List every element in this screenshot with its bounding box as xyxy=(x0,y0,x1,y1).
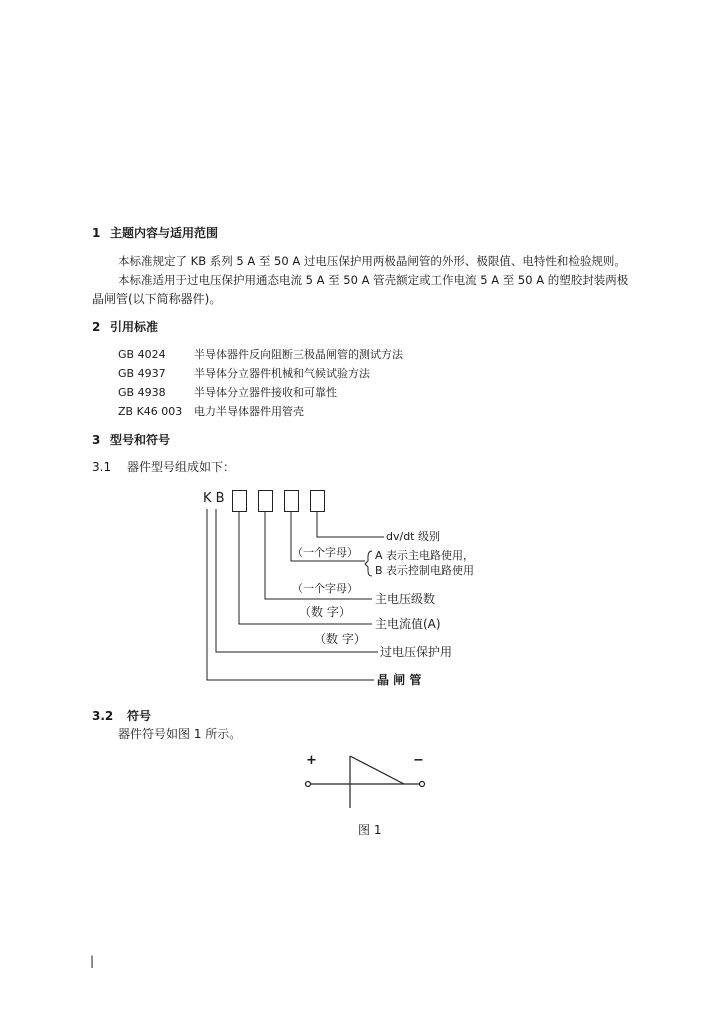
section-3-1-text: 器件型号组成如下： xyxy=(127,460,236,474)
note-one-letter: （一个字母） xyxy=(292,546,358,559)
label-main-voltage-level: 主电压级数 xyxy=(375,592,436,606)
section-1-paragraph-2-line-2: 晶闸管(以下简称器件)。 xyxy=(92,292,222,306)
section-1-paragraph-1: 本标准规定了 KB 系列 5 A 至 50 A 过电压保护用两极晶闸管的外形、极限值、电特性和检验规则。 xyxy=(118,254,626,268)
note-one-letter: （一个字母） xyxy=(292,582,358,595)
reference-code: GB 4938 xyxy=(118,386,166,399)
section-2-number: 2 xyxy=(92,320,101,334)
terminal-plus-node xyxy=(306,782,311,787)
section-2-title: 引用标准 xyxy=(110,320,159,334)
label-thyristor: 晶 闸 管 xyxy=(377,673,422,687)
figure-caption: 图 1 xyxy=(358,823,382,837)
reference-code: GB 4937 xyxy=(118,367,166,380)
label-a-main-circuit: A 表示主电路使用， xyxy=(375,549,475,562)
label-main-current-value: 主电流值(A) xyxy=(375,617,441,631)
model-prefix: K B xyxy=(203,491,225,506)
section-1-paragraph-2-line-1: 本标准适用于过电压保护用通态电流 5 A 至 50 A 管壳额定或工作电流 5 A 至 50 A 的塑胶封装两极 xyxy=(118,273,629,287)
label-dvdt-level: dv/dt 级别 xyxy=(386,530,440,543)
terminal-plus-label: + xyxy=(306,753,317,768)
section-3-2-text: 器件符号如图 1 所示。 xyxy=(118,727,242,741)
page-edge-mark: | xyxy=(90,954,95,968)
section-1-number: 1 xyxy=(92,226,101,240)
reference-title: 半导体分立器件接收和可靠性 xyxy=(194,386,337,399)
reference-code: ZB K46 003 xyxy=(118,405,183,418)
reference-title: 电力半导体器件用管壳 xyxy=(194,405,304,418)
section-3-number: 3 xyxy=(92,433,101,447)
note-number: （数 字） xyxy=(299,605,351,619)
reference-title: 半导体分立器件机械和气候试验方法 xyxy=(194,367,370,380)
terminal-minus-node xyxy=(420,782,425,787)
section-3-1-number: 3.1 xyxy=(92,460,112,474)
section-1-title: 主题内容与适用范围 xyxy=(110,226,219,240)
label-overvoltage-protection: 过电压保护用 xyxy=(380,645,453,659)
reference-code: GB 4024 xyxy=(118,348,166,361)
note-number: （数 字） xyxy=(314,632,366,646)
section-3-2-title: 符号 xyxy=(127,709,152,723)
label-b-control-circuit: B 表示控制电路使用 xyxy=(375,564,475,577)
section-3-title: 型号和符号 xyxy=(110,433,171,447)
reference-title: 半导体器件反向阻断三极晶闸管的测试方法 xyxy=(194,348,403,361)
section-3-2-number: 3.2 xyxy=(92,709,114,723)
terminal-minus-label: − xyxy=(413,753,424,768)
